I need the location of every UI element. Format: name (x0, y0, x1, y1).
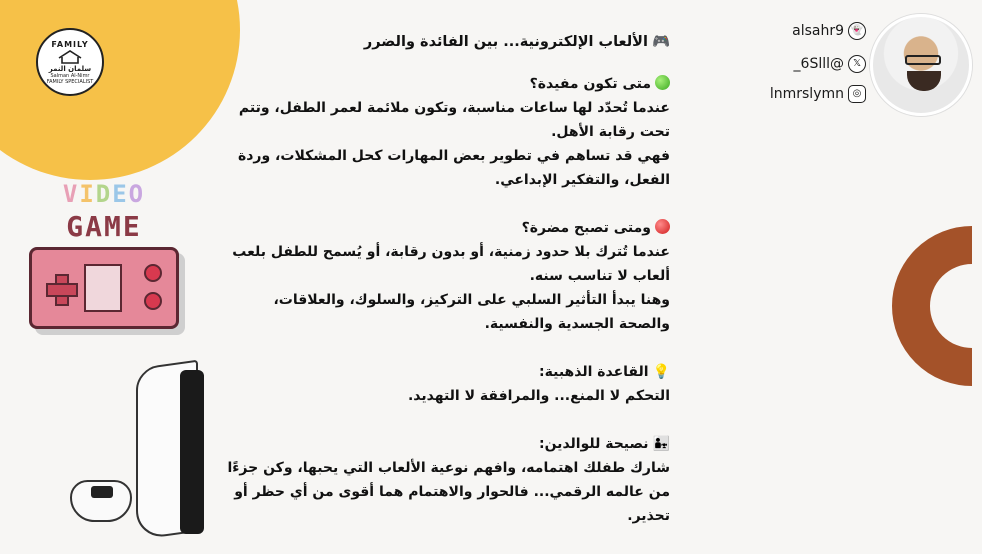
family-icon: 👨‍👧 (652, 436, 670, 452)
decorative-brown-arc (892, 226, 982, 386)
section-parents-text: شارك طفلك اهتمامه، وافهم نوعية الألعاب التي يحبها، وكن جزءًا من عالمه الرقمي... فالحوار والاهتمام هما أقوى من أي حظر أو تحذير. (227, 460, 670, 524)
red-circle-icon (655, 219, 670, 234)
gamepad-screen (84, 264, 122, 312)
snapchat-icon: 👻 (848, 22, 866, 40)
video-game-illustration (24, 180, 184, 329)
family-specialist-logo (36, 28, 104, 96)
section-useful-text-2: فهي قد تساهم في تطوير بعض المهارات كحل المشكلات، وردة الفعل، والتفكير الإبداعي. (237, 148, 670, 188)
x-handle[interactable] (794, 55, 866, 73)
dpad-icon (46, 274, 74, 302)
section-useful-heading: متى تكون مفيدة؟ (226, 72, 670, 96)
section-parents-heading: 👨‍👧نصيحة للوالدين: (226, 432, 670, 456)
section-harmful-text-2: وهنا يبدأ التأثير السلبي على التركيز، والسلوك، والعلاقات، والصحة الجسدية والنفسية. (273, 292, 670, 332)
snapchat-handle[interactable] (792, 22, 866, 40)
gamepad-button-icon (144, 292, 162, 310)
house-icon (57, 50, 83, 64)
retro-gamepad-icon (29, 247, 179, 329)
x-handle-label: _6Slll@ (793, 56, 844, 72)
game-console-icon (136, 364, 216, 536)
post-title: 🎮الألعاب الإلكترونية... بين الفائدة والضرر (226, 30, 670, 54)
instagram-handle[interactable] (770, 85, 866, 103)
gamepad-button-icon (144, 264, 162, 282)
gamepad-emoji-icon: 🎮 (651, 34, 670, 50)
video-word: VIDEO (62, 180, 146, 208)
controller-icon (70, 480, 132, 522)
console-core (180, 370, 204, 534)
avatar-glasses (905, 55, 941, 65)
decorative-yellow-blob (0, 0, 240, 180)
section-harmful-text-1: عندما تُترك بلا حدود زمنية، أو بدون رقابة، أو يُسمح للطفل بلعب ألعاب لا تناسب سنه. (232, 244, 670, 284)
profile-avatar (870, 14, 972, 116)
logo-top-text: FAMILY (51, 39, 89, 49)
snapchat-handle-label: alsahr9 (792, 23, 844, 39)
lightbulb-icon: 💡 (652, 364, 670, 380)
section-golden-rule-text: التحكم لا المنع... والمرافقة لا التهديد. (407, 388, 670, 404)
section-useful-text-1: عندما تُحدّد لها ساعات مناسبة، وتكون ملائمة لعمر الطفل، وتتم تحت رقابة الأهل. (238, 100, 670, 140)
instagram-handle-label: lnmrslymn (769, 86, 844, 102)
avatar-beard (907, 71, 941, 91)
section-golden-rule-heading: 💡القاعدة الذهبية: (226, 360, 670, 384)
post-content (226, 30, 670, 528)
section-harmful-heading: ومتى تصبح مضرة؟ (226, 216, 670, 240)
game-word: GAME (66, 210, 142, 243)
logo-sub: Salman Al-Nimr (50, 72, 90, 79)
instagram-icon: ◎ (848, 85, 866, 103)
green-circle-icon (655, 75, 670, 90)
logo-caption: FAMILY SPECIALIST (46, 78, 94, 85)
logo-name: سلمان النمر (48, 64, 92, 73)
x-icon: 𝕏 (848, 55, 866, 73)
